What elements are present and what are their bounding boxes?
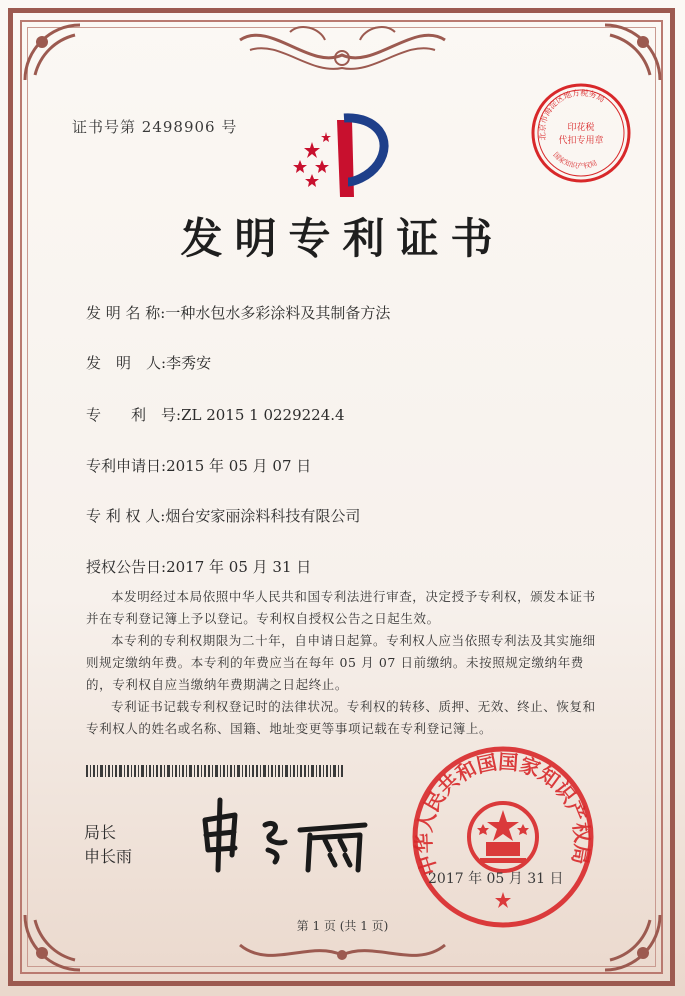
certificate-number: 证书号第 2498906 号 [72, 118, 238, 136]
svg-text:代扣专用章: 代扣专用章 [558, 136, 604, 146]
certificate-title: 发明专利证书 [180, 214, 505, 263]
top-ornament [230, 20, 455, 90]
body-paragraph-1: 本发明经过本局依照中华人民共和国专利法进行审查，决定授予专利权，颁发本证书并在专利登记簿上予以登记。专利权自授权公告之日起生效。 [86, 589, 596, 626]
svg-text:国家知识产权局: 国家知识产权局 [551, 150, 599, 171]
corner-ornament-top-left [20, 20, 90, 90]
field-grant-date: 授权公告日:2017 年 05 月 31 日 [86, 558, 312, 576]
body-paragraph-2: 本专利的专利权期限为二十年，自申请日起算。专利权人应当依照专利法及其实施细则规定缴纳年费。本专利的年费应当在每年 05 月 07 日前缴纳。未按照规定缴纳年费的，专利权自应当缴纳年费期满之日起终止。 [86, 633, 596, 692]
director-name: 申长雨 [84, 847, 133, 866]
svg-text:中华人民共和国国家知识产权局: 中华人民共和国国家知识产权局 [411, 749, 595, 879]
field-patentee: 专 利 权 人:烟台安家丽涂料科技有限公司 [86, 507, 361, 525]
barcode [86, 762, 346, 774]
bottom-ornament [230, 935, 455, 975]
director-title: 局长 [84, 823, 117, 842]
svg-text:印花税: 印花税 [567, 123, 595, 133]
field-application-date: 专利申请日:2015 年 05 月 07 日 [86, 457, 312, 475]
seal-date: 2017 年 05 月 31 日 [428, 871, 564, 887]
tax-stamp [528, 80, 634, 186]
body-text [86, 586, 606, 740]
handwritten-signature [190, 790, 380, 880]
patent-office-logo [282, 112, 402, 202]
official-seal [408, 742, 598, 932]
page-footer: 第 1 页 (共 1 页) [296, 919, 389, 933]
field-invention-name: 发 明 名 称:一种水包水多彩涂料及其制备方法 [86, 304, 391, 322]
svg-text:北京市海淀区地方税务局: 北京市海淀区地方税务局 [537, 88, 607, 141]
field-inventor: 发 明 人:李秀安 [86, 354, 212, 372]
corner-ornament-bottom-right [595, 905, 665, 975]
body-paragraph-3: 专利证书记载专利权登记时的法律状况。专利权的转移、质押、无效、终止、恢复和专利权人的姓名或名称、国籍、地址变更等事项记载在专利登记簿上。 [86, 699, 596, 736]
corner-ornament-bottom-left [20, 905, 90, 975]
field-patent-number: 专 利 号:ZL 2015 1 0229224.4 [86, 406, 345, 424]
